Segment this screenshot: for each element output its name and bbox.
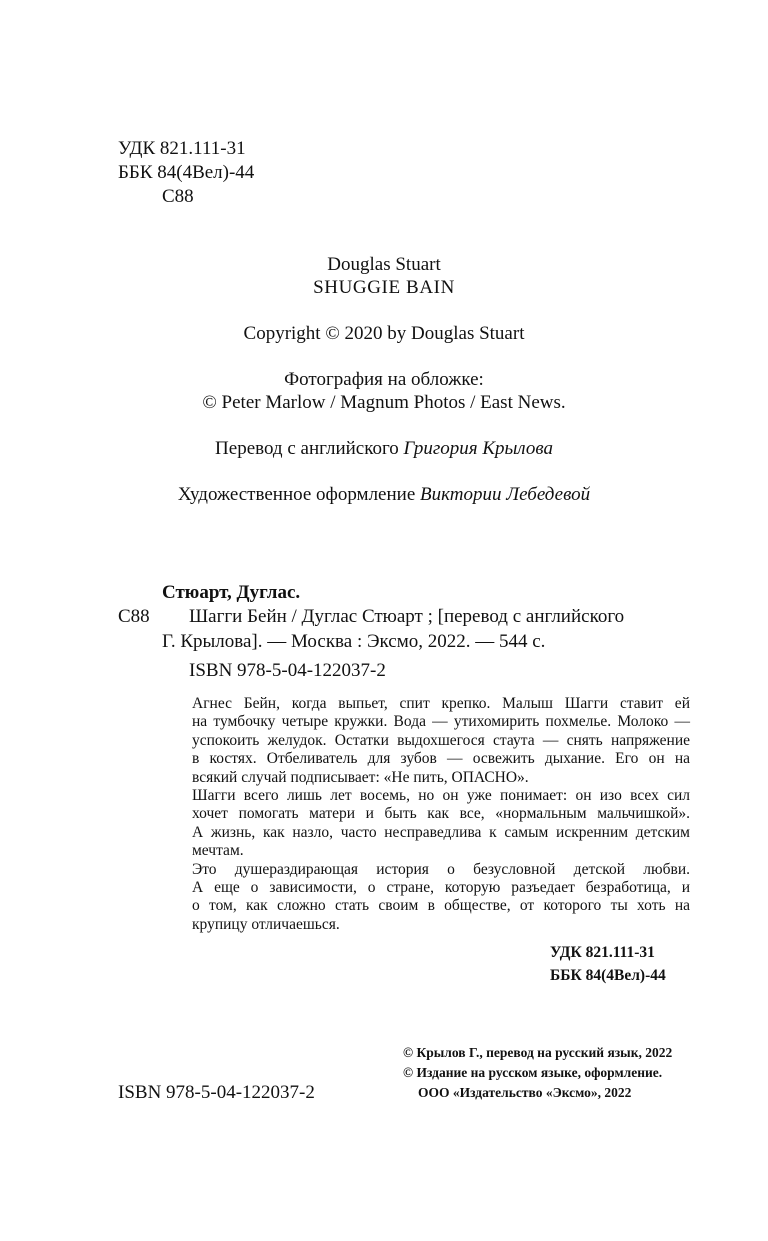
rights-line-1: © Крылов Г., перевод на русский язык, 2022: [403, 1045, 673, 1060]
udk-code: УДК 821.111-31: [118, 138, 246, 159]
annotation: [162, 695, 690, 934]
annotation-line: хочет помогать матери и быть как все, «нормальным мальчишкой».: [192, 805, 690, 823]
rights-line-2: © Издание на русском языке, оформление.: [403, 1065, 663, 1080]
design-credit: [0, 483, 768, 506]
bbk-code: ББК 84(4Вел)-44: [118, 162, 255, 183]
annotation-line: А еще о зависимости, о стране, которую разъедает безработица, и: [192, 879, 690, 897]
annotation-line: А жизнь, как назло, часто несправедлива к самым искренним детским: [192, 823, 690, 841]
annotation-line: успокоить желудок. Остатки выдохшегося стаута — снять напряжение: [192, 731, 690, 749]
catalog-line-1: Шагги Бейн / Дуглас Стюарт ; [перевод с английского: [189, 606, 625, 627]
catalog-line-2: Г. Крылова]. — Москва : Эксмо, 2022. — 544 с.: [162, 631, 546, 652]
translation-credit: [0, 437, 768, 460]
annotation-line: крупицу отличаешься.: [192, 915, 340, 933]
cover-photo-label: Фотография на обложке:: [284, 369, 484, 390]
annotation-paragraph-3: [162, 861, 690, 935]
cover-photo-credit: © Peter Marlow / Magnum Photos / East News.: [202, 392, 566, 413]
annotation-line: на тумбочку четыре кружки. Вода — утихомирить похмелье. Молоко —: [192, 713, 690, 731]
bottom-bbk: ББК 84(4Вел)-44: [550, 967, 666, 984]
rights-line-3: ООО «Издательство «Эксмо», 2022: [418, 1085, 632, 1100]
original-copyright: Copyright © 2020 by Douglas Stuart: [243, 323, 525, 344]
designer-name: Виктории Лебедевой: [420, 484, 591, 505]
annotation-paragraph-2: [162, 787, 690, 861]
footer-isbn: ISBN 978-5-04-122037-2: [118, 1082, 315, 1103]
annotation-line: в костях. Отбеливатель для зубов — освежить дыхание. Его он на: [192, 750, 690, 768]
catalog-heading: Стюарт, Дуглас.: [162, 582, 301, 603]
translation-prefix: Перевод с английского: [215, 438, 404, 459]
annotation-line: мечтам.: [192, 842, 244, 860]
annotation-paragraph-1: [162, 695, 690, 787]
catalog-mark: С88: [118, 606, 150, 627]
author-mark: С88: [162, 186, 194, 207]
original-title: SHUGGIE BAIN: [313, 277, 455, 298]
original-author: Douglas Stuart: [327, 254, 441, 275]
annotation-line: о том, как сложно стать своим в обществе, от которого ты хоть на: [192, 897, 690, 915]
design-prefix: Художественное оформление: [177, 484, 421, 505]
catalog-isbn: ISBN 978-5-04-122037-2: [189, 660, 386, 681]
annotation-line: Агнес Бейн, когда выпьет, спит крепко. Малыш Шагги ставит ей: [192, 695, 690, 712]
bottom-udk: УДК 821.111-31: [550, 944, 655, 961]
annotation-line: всякий случай подписывает: «Не пить, ОПАСНО».: [192, 768, 529, 786]
annotation-line: Шагги всего лишь лет восемь, но он уже понимает: он изо всех сил: [192, 787, 690, 805]
translator-name: Григория Крылова: [403, 438, 553, 459]
annotation-line: Это душераздирающая история о безусловной детской любви.: [192, 860, 690, 878]
